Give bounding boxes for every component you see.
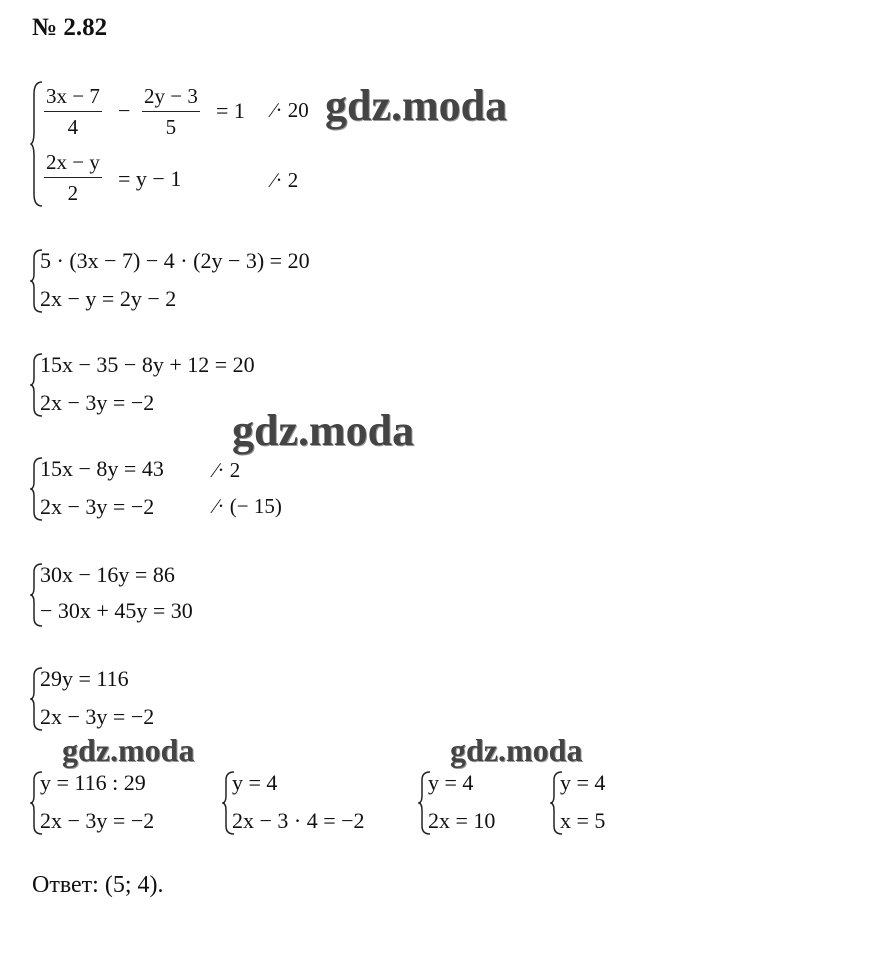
equation-rhs: = 1 bbox=[216, 98, 245, 123]
watermark-logo: gdz.moda bbox=[450, 732, 583, 768]
equation-line: y = 4 bbox=[428, 770, 474, 795]
problem-number: № 2.82 bbox=[32, 14, 108, 41]
fraction-numerator: 3x − 7 bbox=[44, 84, 102, 112]
equation-line: 30x − 16y = 86 bbox=[40, 562, 175, 587]
equation-line: 2x − 3y = −2 bbox=[40, 494, 155, 519]
fraction-denominator: 2 bbox=[67, 181, 79, 205]
equation-line: − 30x + 45y = 30 bbox=[40, 598, 193, 623]
fraction bbox=[44, 150, 102, 206]
fraction-numerator: 2y − 3 bbox=[142, 84, 200, 112]
equation-line: y = 4 bbox=[560, 770, 606, 795]
equation-line: 2x = 10 bbox=[428, 808, 496, 833]
fraction bbox=[142, 84, 200, 140]
fraction-denominator: 4 bbox=[67, 115, 79, 139]
watermark-logo: gdz.moda bbox=[232, 406, 415, 455]
equation-line: 2x − 3y = −2 bbox=[40, 704, 155, 729]
equation-line: 2x − 3y = −2 bbox=[40, 390, 155, 415]
multiplier-note: ∕· 2 bbox=[214, 458, 241, 482]
equation-line: y = 4 bbox=[232, 770, 278, 795]
equation-line: 15x − 35 − 8y + 12 = 20 bbox=[40, 352, 255, 377]
equation-line: 2x − 3y = −2 bbox=[40, 808, 155, 833]
equation-line: 2x − y = 2y − 2 bbox=[40, 286, 177, 311]
equation-line: y = 116 : 29 bbox=[40, 770, 146, 795]
equation-rhs: = y − 1 bbox=[118, 166, 182, 191]
equation-line: 5 · (3x − 7) − 4 · (2y − 3) = 20 bbox=[40, 248, 310, 273]
fraction-numerator: 2x − y bbox=[44, 150, 102, 178]
multiplier-note: ∕· 2 bbox=[272, 168, 299, 192]
multiplier-note: ∕· (− 15) bbox=[214, 494, 282, 518]
system-brace bbox=[30, 80, 44, 208]
fraction bbox=[44, 84, 102, 140]
equation-line: 2x − 3 · 4 = −2 bbox=[232, 808, 365, 833]
fraction-denominator: 5 bbox=[165, 115, 177, 139]
answer-text: Ответ: (5; 4). bbox=[32, 872, 164, 898]
equation-line: 29y = 116 bbox=[40, 666, 129, 691]
watermark-logo: gdz.moda bbox=[62, 732, 195, 768]
watermark-logo: gdz.moda bbox=[325, 81, 508, 130]
equation-line: 15x − 8y = 43 bbox=[40, 456, 164, 481]
equation-line: x = 5 bbox=[560, 808, 606, 833]
multiplier-note: ∕· 20 bbox=[272, 98, 309, 122]
minus-sign: − bbox=[118, 98, 131, 123]
